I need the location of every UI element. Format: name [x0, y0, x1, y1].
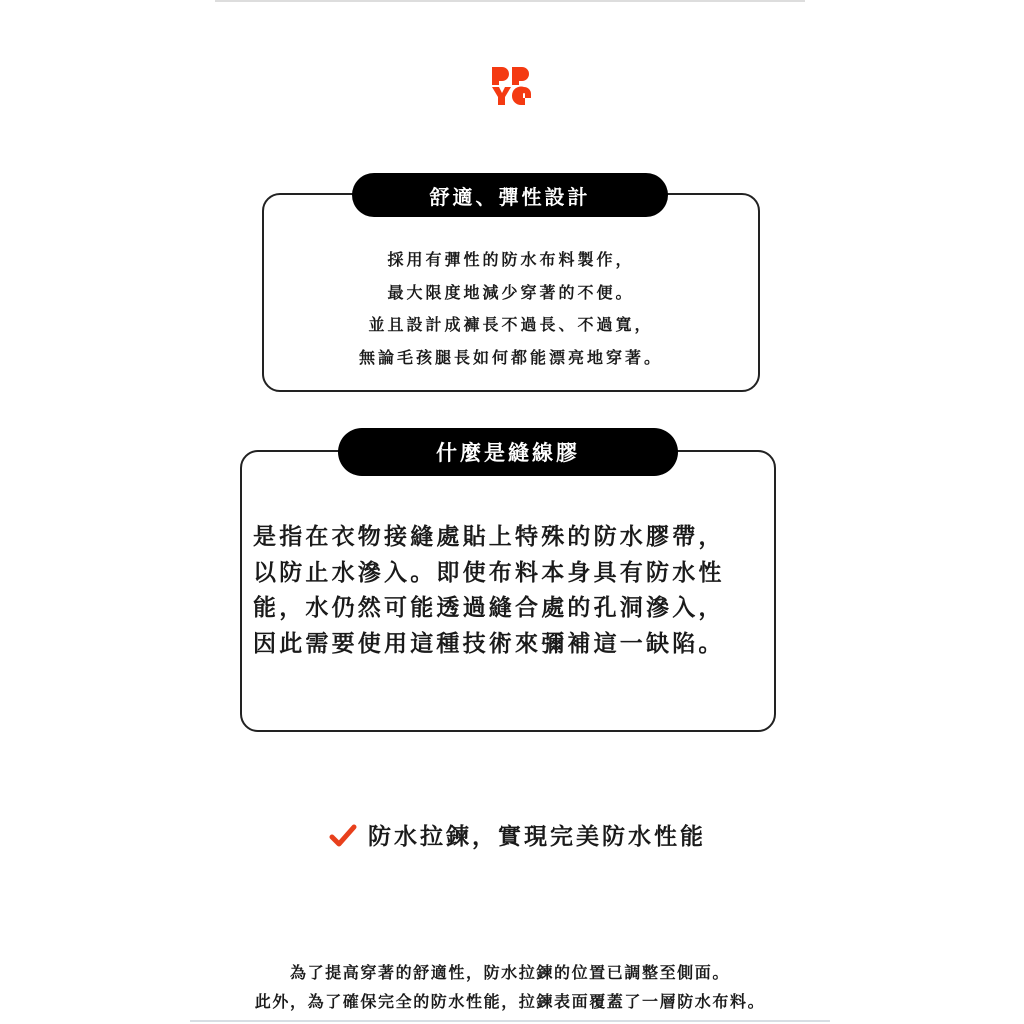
text-line: 以防止水滲入。即使布料本身具有防水性 — [253, 559, 725, 586]
brand-logo — [491, 66, 531, 106]
comfort-section-body — [262, 244, 760, 374]
seam-tape-section-title: 什麼是縫線膠 — [338, 428, 678, 476]
text-line: 是指在衣物接縫處貼上特殊的防水膠帶， — [253, 524, 725, 550]
text-line: 能，水仍然可能透過縫合處的孔洞滲入， — [253, 595, 725, 621]
text-line: 並且設計成褲長不過長、不過寬， — [368, 315, 654, 334]
text-line: 採用有彈性的防水布料製作， — [387, 250, 635, 269]
text-line: 最大限度地減少穿著的不便。 — [387, 282, 635, 302]
divider — [215, 0, 805, 2]
text-line: 因此需要使用這種技術來彌補這一缺陷。 — [253, 630, 725, 657]
text-line: 無論毛孩腿長如何都能漂亮地穿著。 — [358, 347, 663, 367]
text-line: 此外，為了確保完全的防水性能，拉鍊表面覆蓋了一層防水布料。 — [254, 992, 766, 1011]
footer-text — [180, 958, 840, 1016]
feature-text: 防水拉鍊，實現完美防水性能 — [368, 824, 706, 850]
divider — [190, 1020, 830, 1022]
check-icon — [329, 822, 357, 850]
comfort-section-title: 舒適、彈性設計 — [352, 173, 668, 217]
seam-tape-section-body — [253, 520, 773, 662]
text-line: 為了提高穿著的舒適性，防水拉鍊的位置已調整至側面。 — [289, 963, 730, 982]
